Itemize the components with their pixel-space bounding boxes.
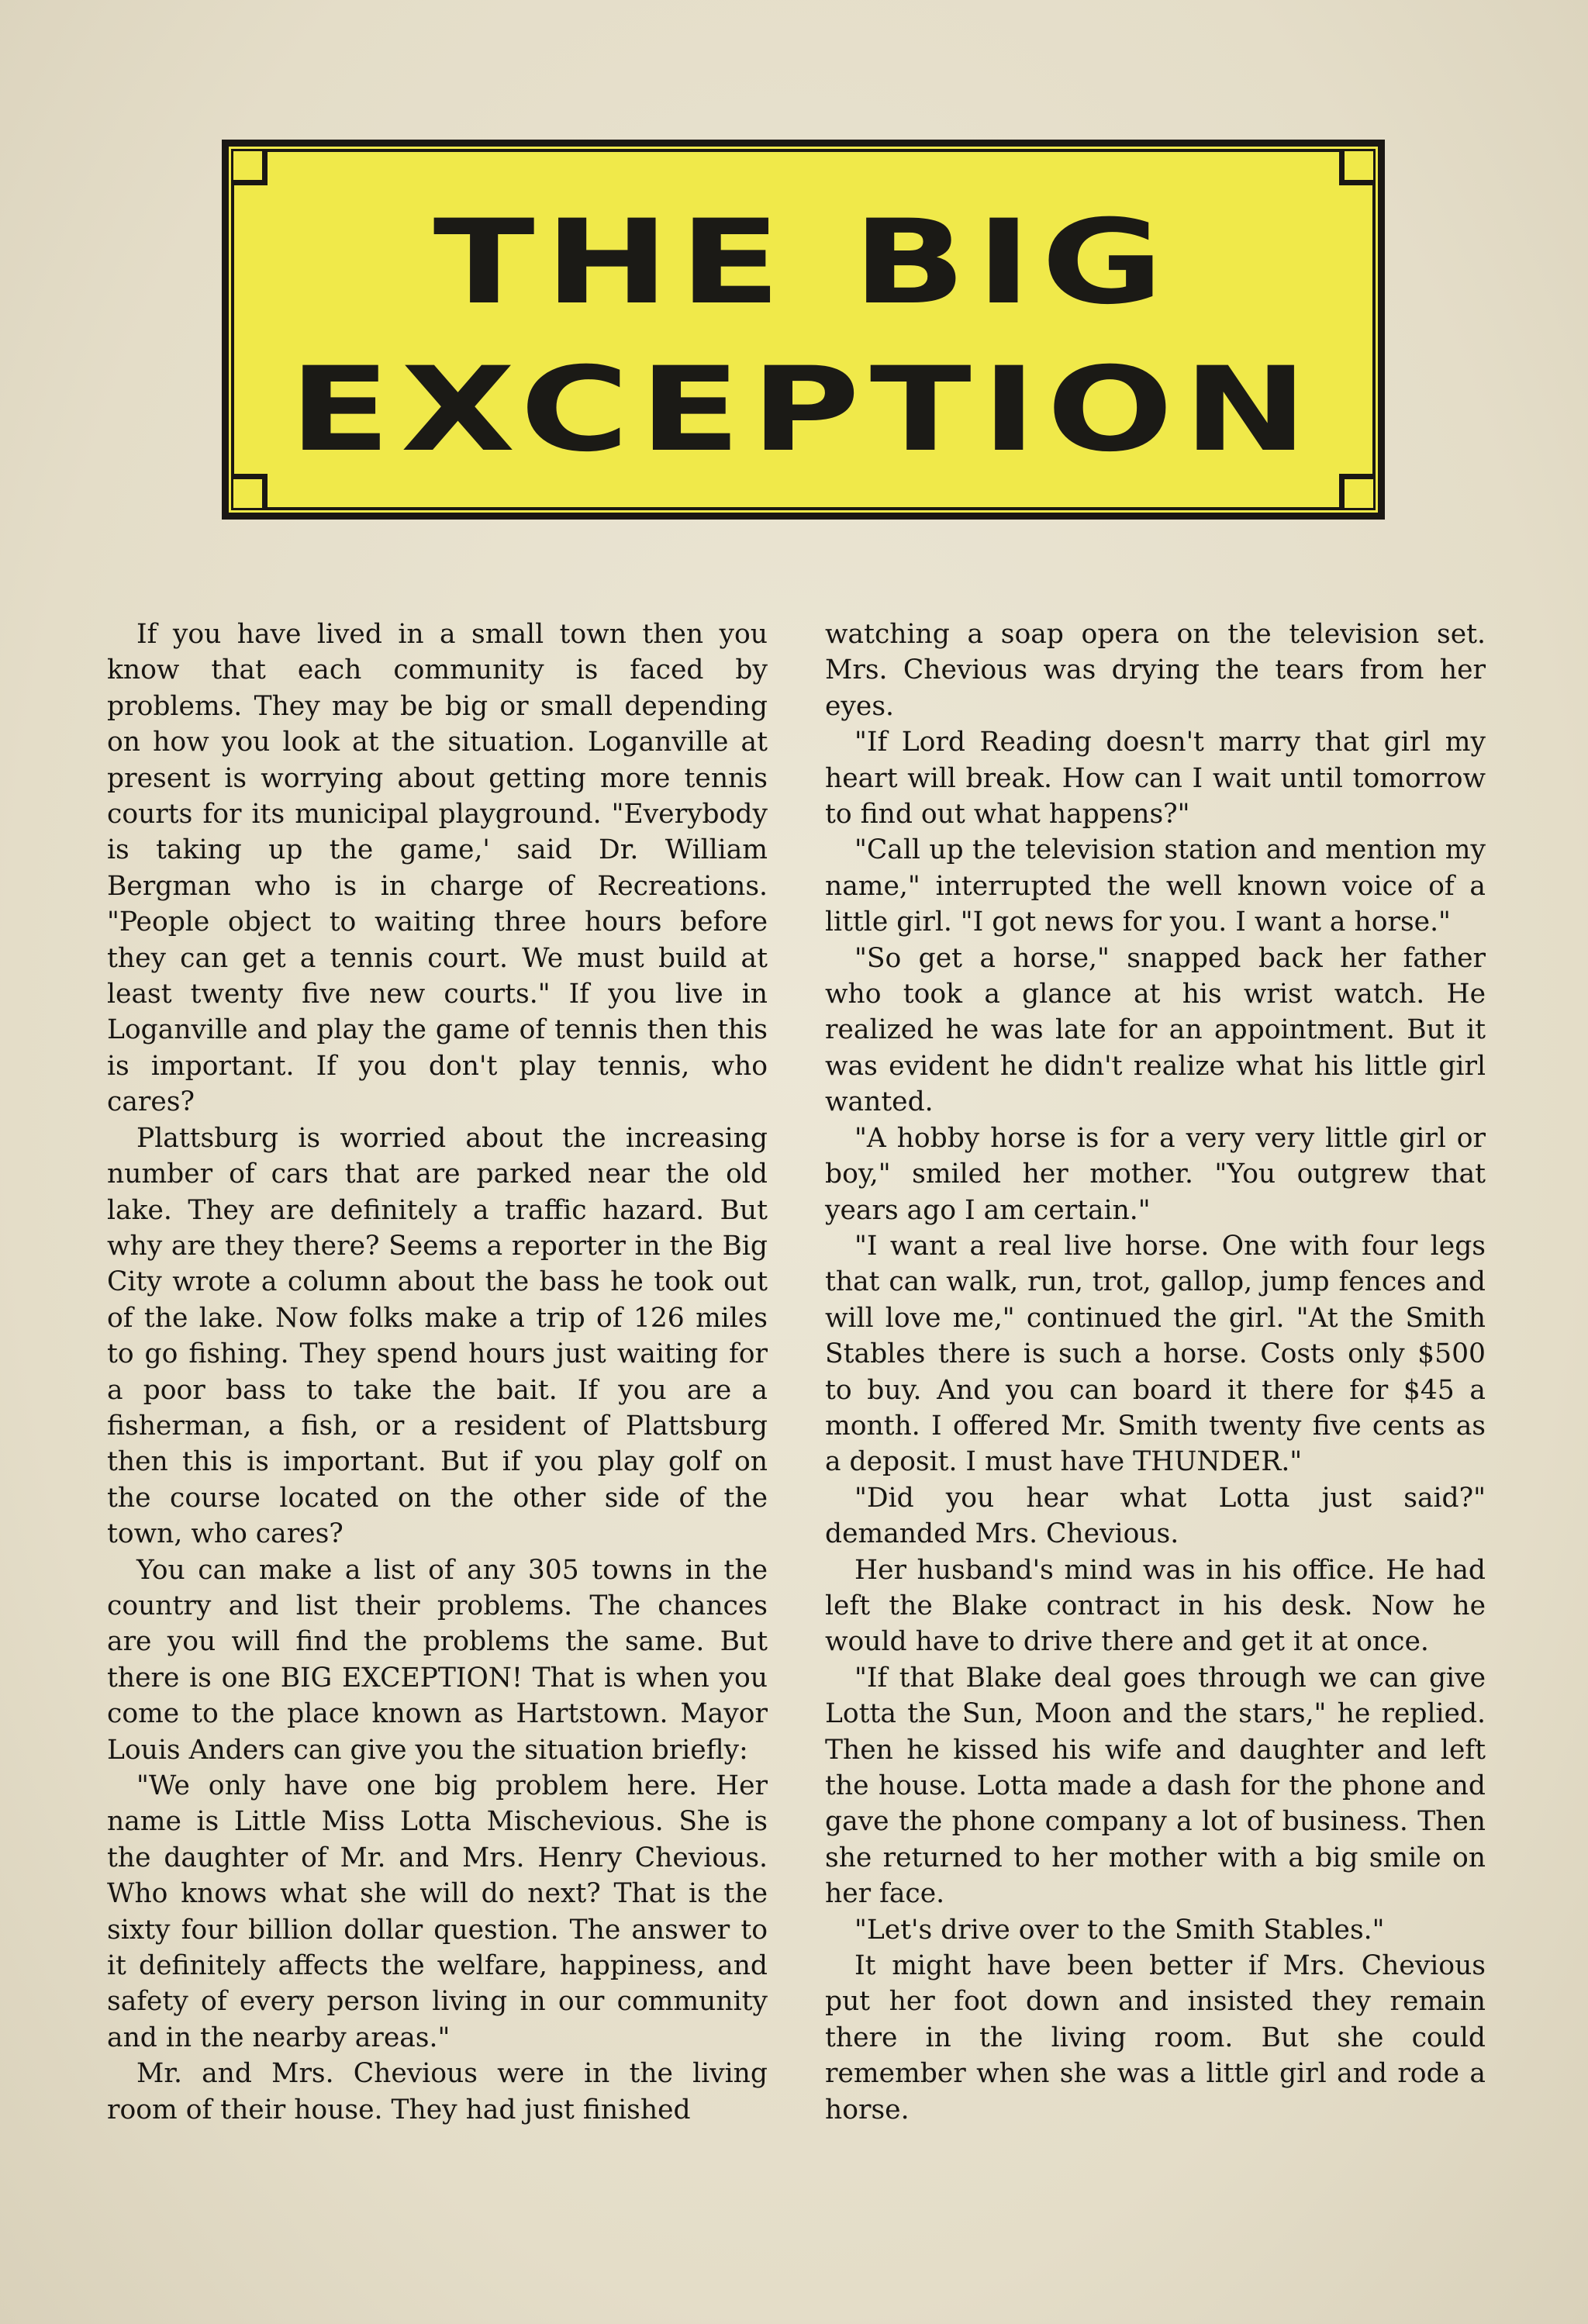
paragraph: "Let's drive over to the Smith Stables." [854, 1914, 1385, 1946]
paragraph: It might have been better if Mrs. Chevious put her foot down and insisted they remain there in the living room. But she could remember when she was a little girl and rode a horse. [825, 1950, 1486, 2125]
paragraph: "We only have one big problem here. Her name is Little Miss Lotta Mischevious. She is the daughter of Mr. and Mrs. Henry Chevious. Who knows what she will do next? That is the sixty four billion dollar question. The answer to it definitely affects the welfare, happiness, and safety of every person living in our community and in the nearby areas." [107, 1770, 768, 2053]
paragraph: "Call up the television station and mention my name," interrupted the well known voice of a little girl. "I got news for you. I want a horse." [825, 834, 1486, 938]
paragraph: Her husband's mind was in his office. He had left the Blake contract in his desk. Now he would have to drive there and get it at once. [825, 1554, 1486, 1658]
corner-ornament [1339, 474, 1373, 508]
corner-ornament [1339, 151, 1373, 185]
paragraph: You can make a list of any 305 towns in the country and list their problems. The chances are you will find the problems the same. But there is one BIG EXCEPTION! That is when you come to the place known as Hartstown. Mayor Louis Anders can give you the situation briefly: [107, 1554, 768, 1766]
paragraph: If you have lived in a small town then you know that each community is faced by problems. They may be big or small depending on how you look at the situation. Loganville at present is worrying about getting more tennis courts for its municipal playground. "Everybody is taking up the game,' said Dr. William Bergman who is in charge of Recreations. "People object to waiting three hours before they can get a tennis court. We must build at least twenty five new courts." If you live in Loganville and play the game of tennis then this is important. If you don't play tennis, who cares? [107, 619, 768, 1118]
title-line-2: EXCEPTION [288, 343, 1318, 478]
right-column [825, 616, 1486, 2128]
corner-ornament [233, 151, 268, 185]
paragraph: "If Lord Reading doesn't marry that girl my heart will break. How can I wait until tomorrow to find out what happens?" [825, 727, 1486, 830]
paragraph: "Did you hear what Lotta just said?" demanded Mrs. Chevious. [825, 1482, 1486, 1550]
paragraph: Plattsburg is worried about the increasing number of cars that are parked near the old lake. They are definitely a traffic hazard. But why are they there? Seems a reporter in the Big City wrote a column about the bass he took out of the lake. Now folks make a trip of 126 miles to go fishing. They spend hours just waiting for a poor bass to take the bait. If you are a fisherman, a fish, or a resident of Plattsburg then this is important. But if you play golf on the course located on the other side of the town, who cares? [107, 1122, 768, 1550]
paragraph-continued: watching a soap opera on the television set. Mrs. Chevious was drying the tears from her eyes. [825, 619, 1486, 722]
paragraph: "I want a real live horse. One with four legs that can walk, run, trot, gallop, jump fences and will love me," continued the girl. "At the Smith Stables there is such a horse. Costs only $500 to buy. And you can board it there for $45 a month. I offered Mr. Smith twenty five cents as a deposit. I must have THUNDER." [825, 1230, 1486, 1478]
paragraph: "A hobby horse is for a very very little girl or boy," smiled her mother. "You outgrew that years ago I am certain." [825, 1122, 1486, 1226]
corner-ornament [233, 474, 268, 508]
left-column [107, 616, 768, 2128]
paragraph: "If that Blake deal goes through we can give Lotta the Sun, Moon and the stars," he replied. Then he kissed his wife and daughter and left the house. Lotta made a dash for the phone and gave the phone company a lot of business. Then she returned to her mother with a big smile on her face. [825, 1662, 1486, 1910]
paragraph: "So get a horse," snapped back her father who took a glance at his wrist watch. He realized he was late for an appointment. But it was evident he didn't realize what his little girl wanted. [825, 942, 1486, 1118]
paragraph: Mr. and Mrs. Chevious were in the living room of their house. They had just finished [107, 2058, 768, 2125]
title-panel [222, 140, 1385, 520]
title-line-1: THE BIG [433, 195, 1174, 330]
